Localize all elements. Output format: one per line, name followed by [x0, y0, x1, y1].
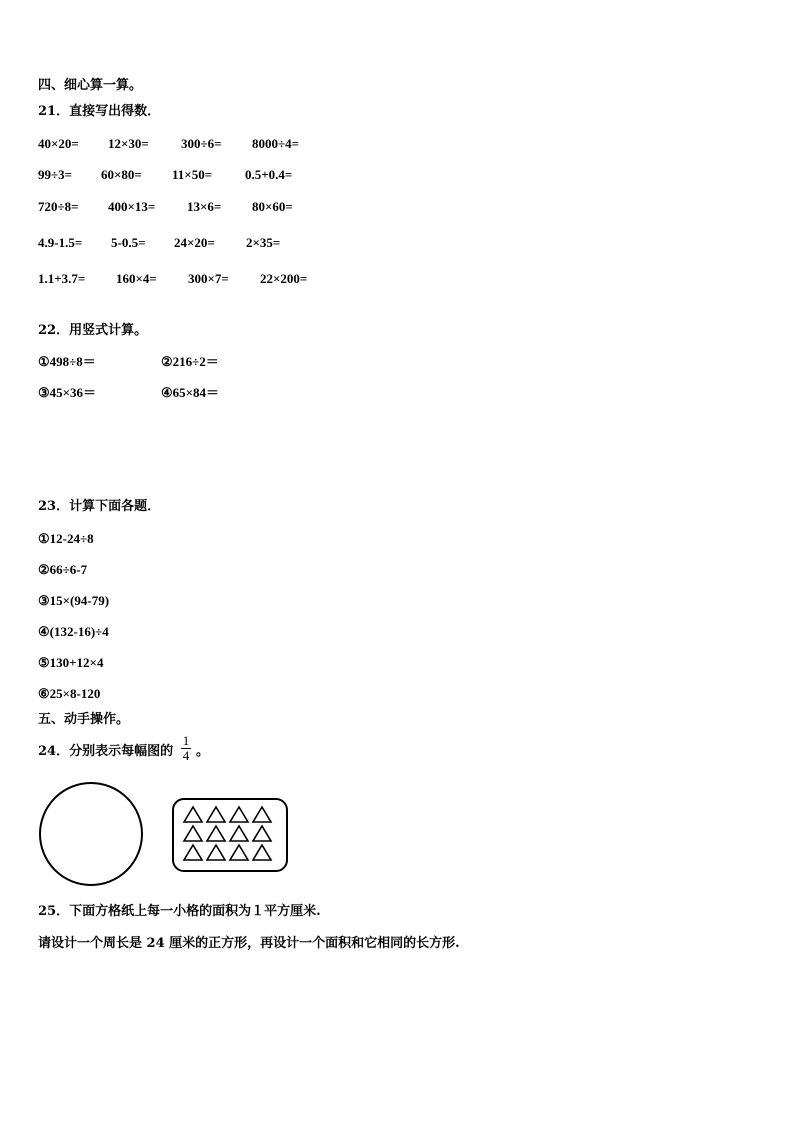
q21-item: 0.5+0.4=: [245, 167, 293, 182]
triangle-shape: [184, 845, 202, 860]
q21-item: 300×7=: [188, 271, 229, 286]
fraction-denominator: 4: [182, 748, 190, 763]
q21-item: 2×35=: [246, 235, 281, 250]
fraction-one-quarter: [180, 734, 192, 763]
q23-item: ⑤130+12×4: [38, 655, 104, 670]
triangle-shape: [184, 826, 202, 841]
q24-suffix: 。: [196, 744, 210, 759]
fraction-numerator: 1: [182, 733, 190, 748]
q21-item: 99÷3=: [38, 167, 73, 182]
q21-item: 8000÷4=: [252, 136, 300, 151]
section-5-title: 五、动手操作。: [38, 712, 130, 727]
q21-item: 22×200=: [260, 271, 308, 286]
circle-figure: [39, 782, 143, 886]
q23-item: ⑥25×8-120: [38, 686, 101, 701]
q21-item: 11×50=: [172, 167, 213, 182]
q21-title: 21．直接写出得数．: [38, 104, 161, 119]
q21-item: 1.1+3.7=: [38, 271, 86, 286]
triangle-shape: [253, 807, 271, 822]
q21-item: 160×4=: [116, 271, 157, 286]
triangle-shape: [207, 845, 225, 860]
q21-item: 400×13=: [108, 199, 156, 214]
q22-title: 22．用竖式计算。: [38, 323, 148, 338]
triangle-shape: [253, 826, 271, 841]
q21-item: 40×20=: [38, 136, 79, 151]
q22-item: ③45×36＝: [38, 385, 97, 400]
q21-item: 720÷8=: [38, 199, 79, 214]
q24-title: 24．分别表示每幅图的: [38, 744, 174, 759]
q21-item: 80×60=: [252, 199, 293, 214]
q23-item: ③15×(94-79): [38, 593, 110, 608]
triangle-shape: [230, 826, 248, 841]
q23-item: ④(132-16)÷4: [38, 624, 109, 639]
triangle-shape: [253, 845, 271, 860]
q25-text: 请设计一个周长是 24 厘米的正方形，再设计一个面积和它相同的长方形.: [38, 936, 460, 951]
q22-item: ①498÷8＝: [38, 354, 96, 369]
triangle-figure-box: [172, 798, 288, 872]
q21-item: 5-0.5=: [111, 235, 146, 250]
q23-title: 23．计算下面各题．: [38, 499, 161, 514]
triangle-shape: [207, 807, 225, 822]
triangle-grid: [174, 800, 286, 870]
q23-item: ②66÷6-7: [38, 562, 88, 577]
q22-item: ②216÷2＝: [161, 354, 219, 369]
triangle-shape: [230, 807, 248, 822]
q21-item: 60×80=: [101, 167, 142, 182]
q21-item: 12×30=: [108, 136, 149, 151]
q21-item: 13×6=: [187, 199, 222, 214]
triangle-shape: [184, 807, 202, 822]
triangle-shape: [207, 826, 225, 841]
triangle-shape: [230, 845, 248, 860]
q21-item: 24×20=: [174, 235, 215, 250]
q21-item: 4.9-1.5=: [38, 235, 83, 250]
q22-item: ④65×84＝: [161, 385, 220, 400]
q21-item: 300÷6=: [181, 136, 222, 151]
section-4-title: 四、细心算一算。: [38, 78, 143, 93]
q23-item: ①12-24÷8: [38, 531, 94, 546]
q25-title: 25．下面方格纸上每一小格的面积为１平方厘米.: [38, 904, 321, 919]
